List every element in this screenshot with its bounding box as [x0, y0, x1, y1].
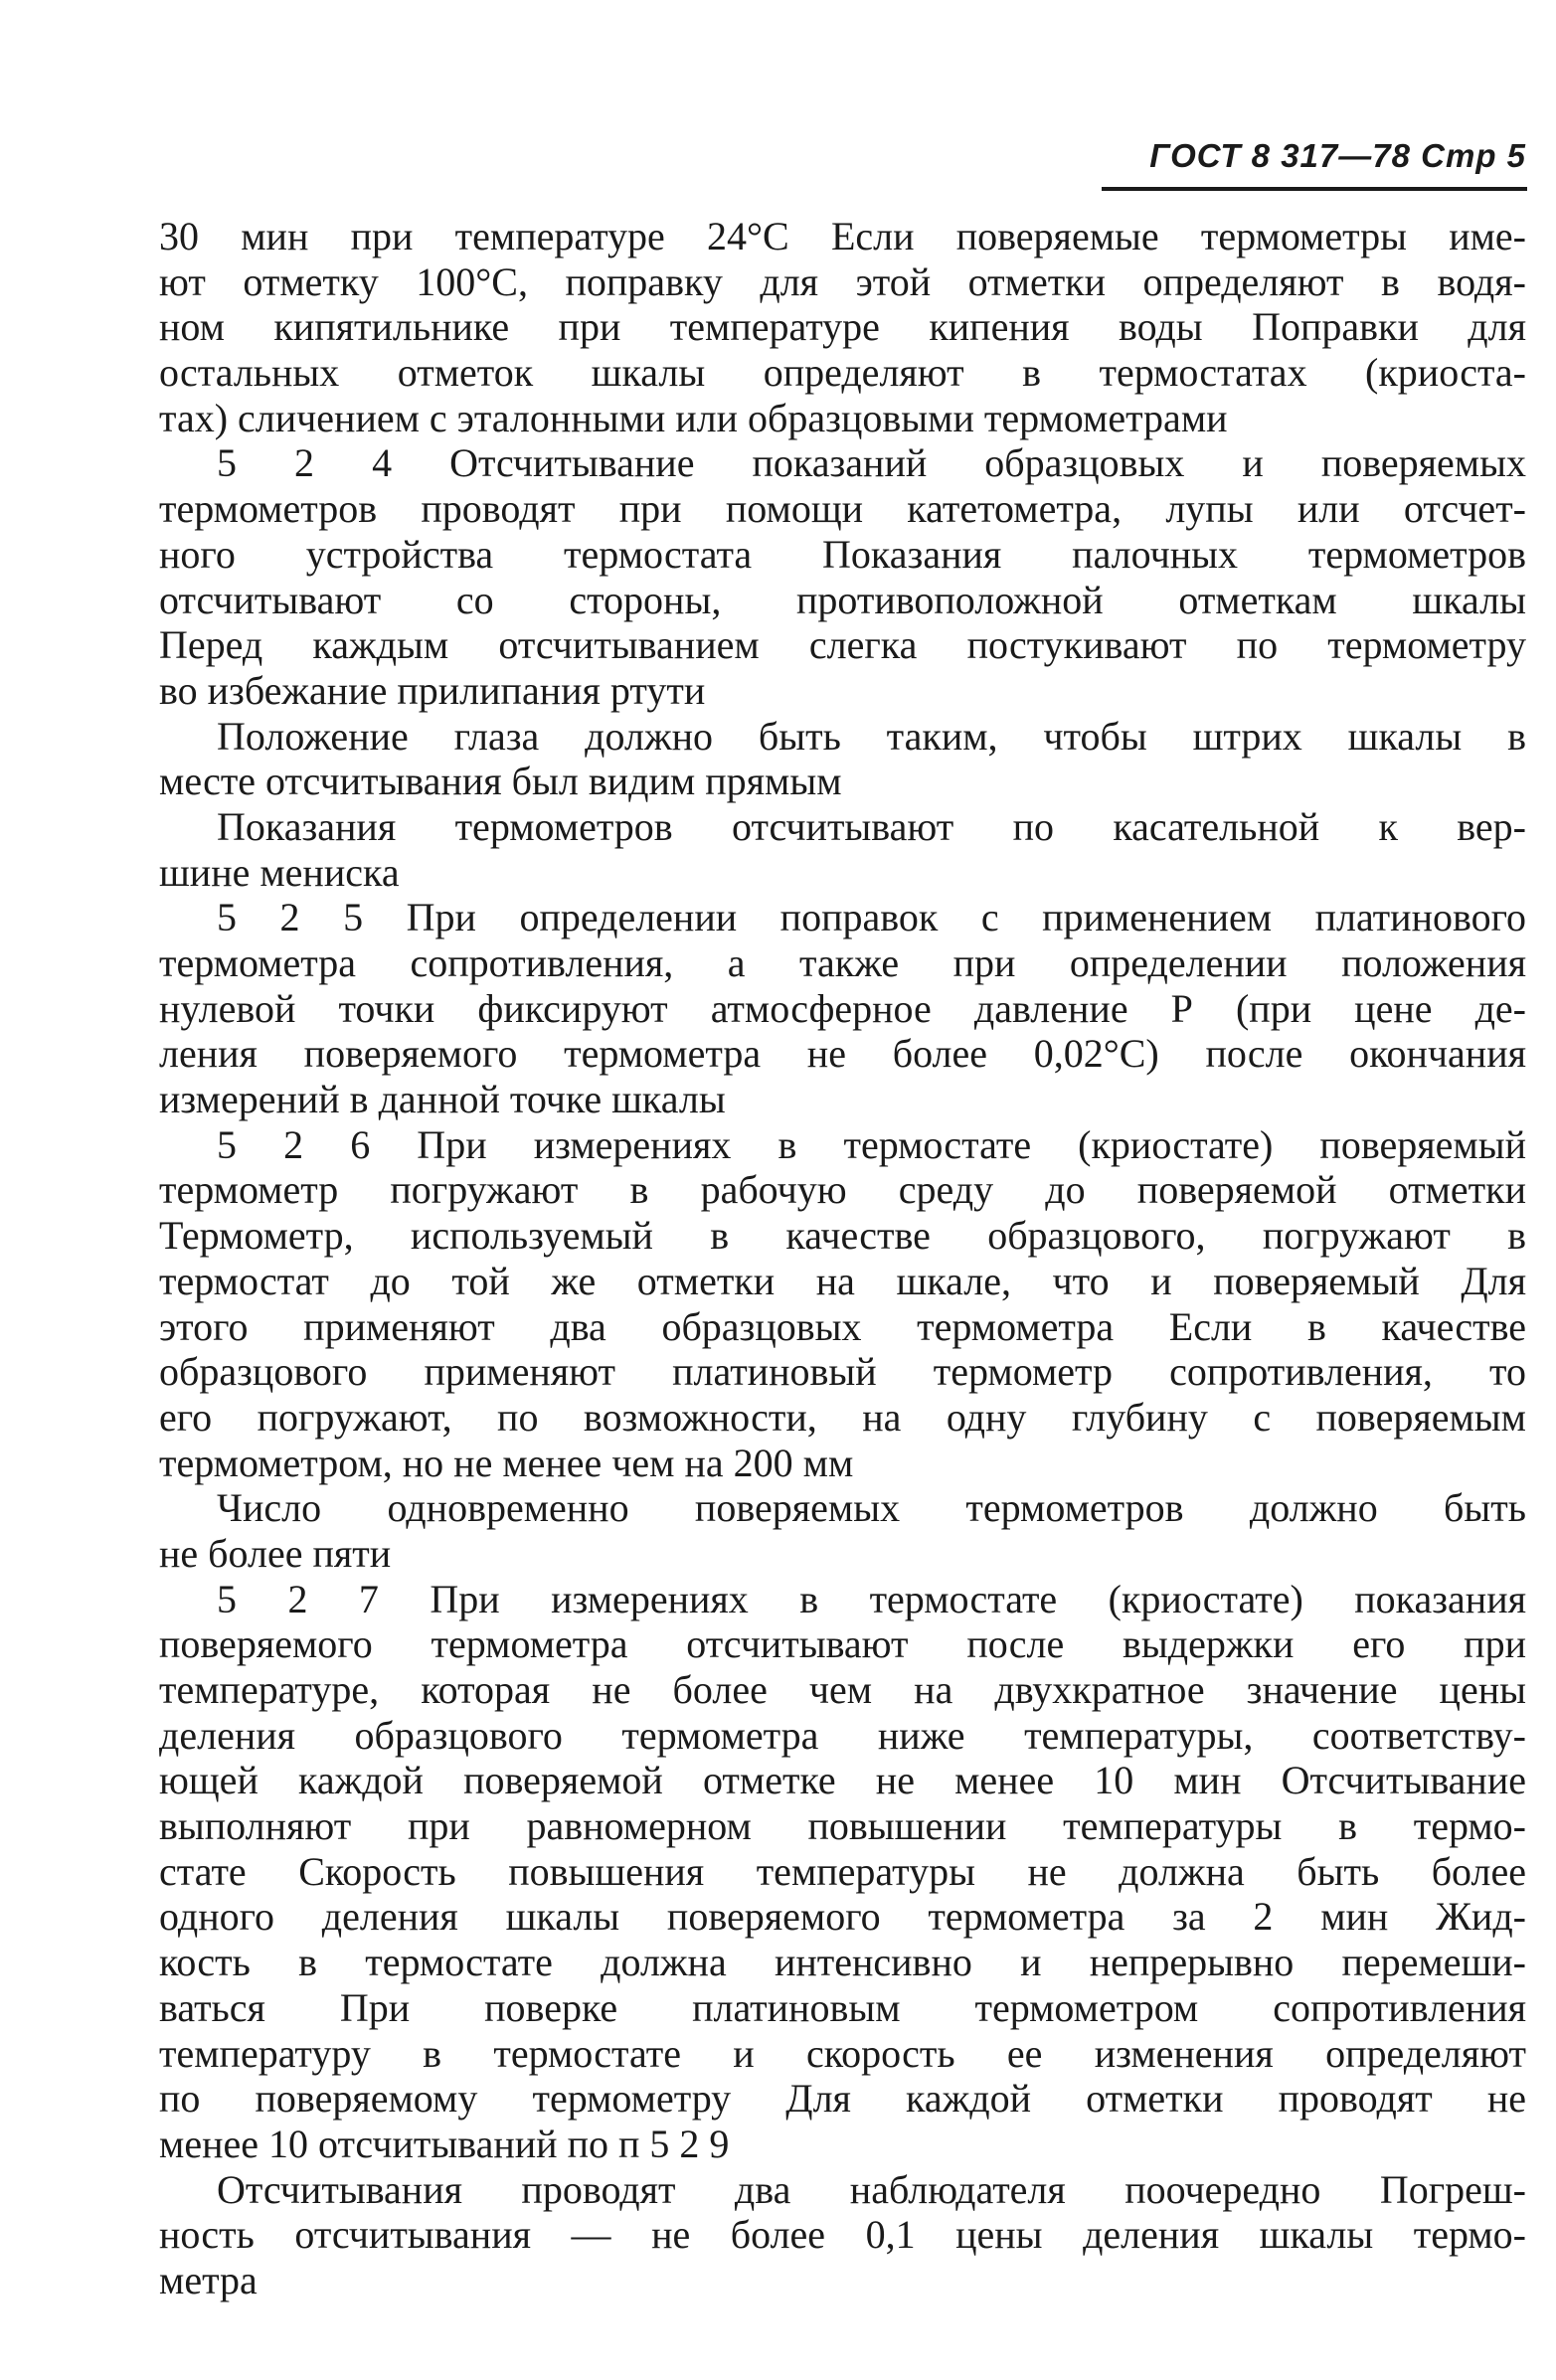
text-line: 5 2 5 При определении поправок с применением платинового	[217, 895, 1526, 940]
text-line: кость в термостате должна интенсивно и непрерывно перемеши-	[159, 1940, 1526, 1985]
text-line: термостат до той же отметки на шкале, что и поверяемый Для	[159, 1258, 1526, 1303]
text-line: Положение глаза должно быть таким, чтобы штрих шкалы в	[217, 713, 1526, 759]
text-line: ность отсчитывания — не более 0,1 цены деления шкалы термо-	[159, 2212, 1526, 2258]
text-line: менее 10 отсчитываний по п 5 2 9	[159, 2121, 730, 2166]
text-line: метра	[159, 2257, 258, 2302]
text-line: месте отсчитывания был видим прямым	[159, 759, 842, 804]
text-line: ном кипятильнике при температуре кипения воды Поправки для	[159, 304, 1526, 350]
text-line: стате Скорость повышения температуры не должна быть более	[159, 1848, 1526, 1894]
text-line: термометра сопротивления, а также при определении положения	[159, 940, 1526, 985]
text-line: шине мениска	[159, 849, 400, 895]
text-line: Число одновременно поверяемых термометров должно быть	[217, 1485, 1526, 1531]
text-line: 30 мин при температуре 24°С Если поверяемые термометры име-	[159, 214, 1526, 258]
text-line: температуру в термостате и скорость ее изменения определяют	[159, 2030, 1526, 2076]
text-line: по поверяемому термометру Для каждой отметки проводят не	[159, 2076, 1526, 2122]
text-line: измерений в данной точке шкалы	[159, 1077, 726, 1122]
text-line: отсчитывают со стороны, противоположной отметкам шкалы	[159, 577, 1526, 622]
text-line: образцового применяют платиновый термометр сопротивления, то	[159, 1349, 1526, 1395]
text-line: поверяемого термометра отсчитывают после выдержки его при	[159, 1621, 1526, 1667]
text-line: Отсчитывания проводят два наблюдателя поочередно Погреш-	[217, 2166, 1526, 2212]
text-line: этого применяют два образцовых термометра Если в качестве	[159, 1303, 1526, 1349]
text-line: деления образцового термометра ниже температуры, соответству-	[159, 1712, 1526, 1758]
text-line: термометр погружают в рабочую среду до поверяемой отметки	[159, 1167, 1526, 1213]
text-line: нулевой точки фиксируют атмосферное давление Р (при цене де-	[159, 985, 1526, 1031]
text-line: ного устройства термостата Показания палочных термометров	[159, 531, 1526, 577]
text-line: ющей каждой поверяемой отметке не менее 10 мин Отсчитывание	[159, 1758, 1526, 1803]
page-header: ГОСТ 8 317—78 Стр 5	[1149, 137, 1526, 174]
text-line: термометром, но не менее чем на 200 мм	[159, 1440, 854, 1485]
text-line: 5 2 6 При измерениях в термостате (криостате) поверяемый	[217, 1121, 1526, 1167]
text-line: выполняют при равномерном повышении температуры в термо-	[159, 1803, 1526, 1849]
text-line: во избежание прилипания ртути	[159, 667, 706, 713]
text-line: одного деления шкалы поверяемого термометра за 2 мин Жид-	[159, 1894, 1526, 1940]
text-line: термометров проводят при помощи катетометра, лупы или отсчет-	[159, 486, 1526, 532]
text-line: 5 2 4 Отсчитывание показаний образцовых и поверяемых	[217, 440, 1526, 486]
text-line: ваться При поверке платиновым термометром сопротивления	[159, 1984, 1526, 2030]
text-line: Термометр, используемый в качестве образцового, погружают в	[159, 1213, 1526, 1259]
text-line: температуре, которая не более чем на двухкратное значение цены	[159, 1667, 1526, 1712]
header-rule	[1102, 187, 1527, 191]
body-text	[159, 214, 1526, 2303]
text-line: не более пяти	[159, 1530, 392, 1576]
text-line: его погружают, по возможности, на одну глубину с поверяемым	[159, 1394, 1526, 1440]
text-line: Показания термометров отсчитывают по касательной к вер-	[217, 803, 1526, 849]
text-line: Перед каждым отсчитыванием слегка постукивают по термометру	[159, 622, 1526, 668]
text-line: ления поверяемого термометра не более 0,02°С) после окончания	[159, 1031, 1526, 1077]
text-line: ют отметку 100°С, поправку для этой отметки определяют в водя-	[159, 258, 1526, 304]
text-line: остальных отметок шкалы определяют в термостатах (криоста-	[159, 350, 1526, 396]
text-line: 5 2 7 При измерениях в термостате (криостате) показания	[217, 1576, 1526, 1621]
text-line: тах) сличением с эталонными или образцовыми термометрами	[159, 395, 1228, 440]
